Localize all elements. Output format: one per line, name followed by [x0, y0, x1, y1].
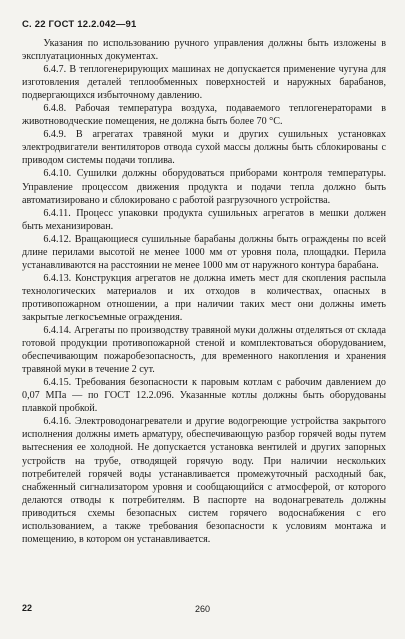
paragraph: Указания по использованию ручного управления должны быть изложены в эксплуатационных документах. — [22, 38, 386, 63]
paragraph: 6.4.8. Рабочая температура воздуха, подаваемого теплогенераторами в животноводческие помещения, не должна быть более 70 °С. — [22, 103, 386, 128]
paragraph: 6.4.12. Вращающиеся сушильные барабаны должны быть ограждены по всей длине перилами высотой не менее 1000 мм от уровня пола, площадки. Перила устанавливаются на расстоянии не менее 1000 мм от наружного контура барабана. — [22, 233, 386, 271]
paragraph: 6.4.9. В агрегатах травяной муки и других сушильных установках электродвигатели вентиляторов отвода сухой массы должны быть сблокированы с приводом системы подачи топлива. — [22, 129, 386, 167]
paragraph: 6.4.10. Сушилки должны оборудоваться приборами контроля температуры. Управление процессом движения продукта и подачи тепла должно быть автоматизировано и сблокировано с работой разгрузочного устройства. — [22, 168, 386, 206]
paragraph: 6.4.16. Электроводонагреватели и другие водогреющие устройства закрытого исполнения должны иметь арматуру, обеспечивающую разбор горячей воды путем вытеснения ее холодной. Не допускается установка вентилей и других запорных устройств на трубе, отводящей горячую воду. При наличии нескольких потребителей горячей воды устанавливается промежуточный расходный бак, снабженный сигнализатором уровня и сообщающийся с атмосферой, от которого делаются отводы к потребителям. В паспорте на водонагреватель должны приводиться схемы безопасных систем горячего водоснабжения с его использованием, а также требования безопасности к условиям монтажа и помещению, в котором он устанавливается. — [22, 416, 386, 545]
document-body — [22, 37, 386, 546]
paragraph: 6.4.7. В теплогенерирующих машинах не допускается применение чугуна для изготовления деталей теплообменных поверхностей и наружных барабанов, подвергающихся избыточному давлению. — [22, 64, 386, 102]
page-number-left: 22 — [22, 603, 33, 613]
paragraph: 6.4.14. Агрегаты по производству травяной муки должны отделяться от склада готовой продукции противопожарной стеной и комплектоваться оборудованием, обеспечивающим пожаробезопасность, для временного накопления и хранения травяной муки в течение 2 сут. — [22, 325, 386, 376]
page-header: С. 22 ГОСТ 12.2.042—91 — [22, 19, 137, 30]
paragraph: 6.4.15. Требования безопасности к паровым котлам с рабочим давлением до 0,07 МПа — по ГОСТ 12.2.096. Указанные котлы должны быть оборудованы плавкой пробкой. — [22, 377, 386, 415]
paragraph: 6.4.13. Конструкция агрегатов не должна иметь мест для скопления распыла технологических материалов и их отходов в количествах, опасных в противопожарном отношении, а при наличии таких мест они должны иметь закрытые легкосъемные ограждения. — [22, 272, 386, 323]
paragraph: 6.4.11. Процесс упаковки продукта сушильных агрегатов в мешки должен быть механизирован. — [22, 207, 386, 232]
page-number-center: 260 — [194, 604, 211, 614]
